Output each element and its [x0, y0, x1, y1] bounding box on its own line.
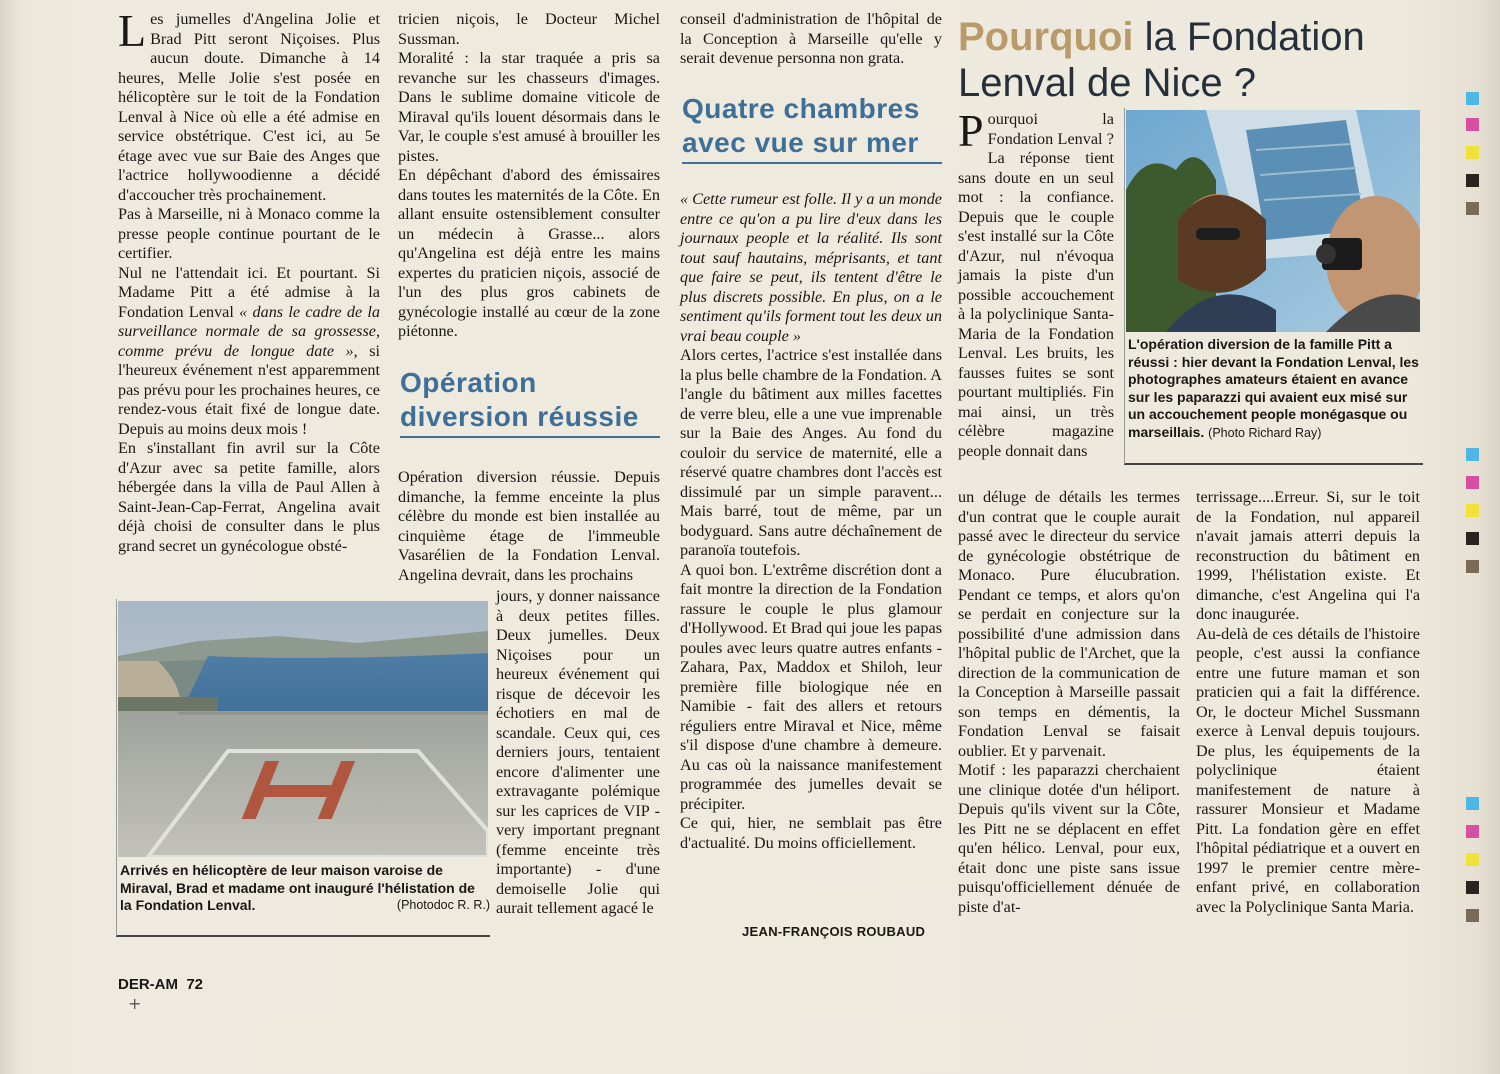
- caption-1-credit: (Photodoc R. R.): [396, 898, 490, 912]
- headline-keyword: Pourquoi: [958, 15, 1134, 59]
- subhead-2-line-1: Quatre chambres: [682, 93, 920, 124]
- article-column-2c: [496, 587, 660, 919]
- column-2c-paragraph-1: jours, y donner naissance à deux petites filles. Deux jumelles. Deux Niçoises pour un heureux événement qui risque de décevoir les échotiers en mal de scandale. Ceux qui, ces derniers jours, tentaient encore d'alimenter une extravagante polémique sur les caprices de VIP - very important pregnant (femme enceinte très importante) - d'une demoiselle Jolie qui aurait tellement agacé le: [496, 587, 660, 917]
- witness-quote: « Cette rumeur est folle. Il y a un monde entre ce qu'on a pu lire d'eux dans les journaux people et la réalité. Ils sont tout sauf hautains, méprisants, et tant que faire se peut, ils tentent d'être le plus discrets possible. En plus, on a le sentiment qu'ils forment tout les deux un vrai beau couple »: [680, 190, 942, 345]
- column-2-paragraph-1: tricien niçois, le Docteur Michel Sussman.: [398, 10, 660, 48]
- article-column-3b: [680, 190, 942, 853]
- column-5-paragraph-1: terrissage....Erreur. Si, sur le toit de la Fondation, nul appareil n'avait jamais atterri depuis la reconstruction du bâtiment en 1999, l'hélistation existe. Et dimanche, c'est Angelina qui l'a donc inaugurée.: [1196, 488, 1420, 623]
- column-2-paragraph-2: Moralité : la star traquée a pris sa revanche sur les chasseurs d'images. Dans le sublime domaine viticole de Miraval qu'ils louent désormais dans le Var, le couple s'est amusé à brouiller les pistes.: [398, 49, 660, 165]
- headline-line-2: Lenval de Nice ?: [958, 61, 1256, 105]
- column-1-paragraph-4: En s'installant fin avril sur la Côte d'Azur avec sa petite famille, alors hébergée dans la villa de Paul Allen à Saint-Jean-Cap-Ferrat, Angelina avait déjà choisi de consulter dans le plus grand secret un gynécologue obsté-: [118, 439, 380, 555]
- column-1-paragraph-3b: , si l'heureux événement n'est apparemment pas prévu pour les prochaines heures, ce rendez-vous était fixé de longue date. Depuis au moins deux mois !: [118, 341, 380, 438]
- article-column-3: [680, 10, 942, 69]
- column-3b-paragraph-2: Alors certes, l'actrice s'est installée dans la plus belle chambre de la Fondation. A l'angle du bâtiment aux milles facettes de verre bleu, elle a une vue imprenable sur la Baie des Anges. Au fond du couloir du service de maternité, elle a réservé quatre chambres dont l'accès est dissimulé par un simple paravent... Mais barré, tout de même, par un bodyguard. Sans autre déchaînement de paranoïa toutefois.: [680, 346, 942, 559]
- subhead-1-rule: [400, 436, 660, 438]
- subhead-2-line-2: avec vue sur mer: [682, 127, 919, 158]
- subhead-operation-diversion: [400, 366, 660, 438]
- column-2-paragraph-3: En dépêchant d'abord des émissaires dans toutes les maternités de la Côte. En allant ensuite ostensiblement consulter un médecin à Grasse... alors qu'Angelina est déjà entre les mains expertes du praticien niçois, associé de l'un des plus gros cabinets de gynécologie installé au cœur de la zone piétonne.: [398, 166, 660, 340]
- article-column-2: [398, 10, 660, 342]
- photographers-photo-frame: [1124, 108, 1423, 465]
- subhead-quatre-chambres: [682, 92, 942, 164]
- article-column-4a: [958, 105, 1114, 461]
- registration-mark: +: [128, 994, 142, 1013]
- column-5-paragraph-2: Au-delà de ces détails de l'histoire people, c'est aussi la confiance entre une future maman et son praticien qui a fait la différence. Or, le docteur Michel Sussmann exerce à Lenval depuis toujours. De plus, les équipements de la polyclinique étaient manifestement de nature à rassurer Monsieur et Madame Pitt. La fondation gère en effet l'hôpital pédiatrique et a ouvert en 1997 le premier centre mère-enfant privé, en collaboration avec la Polyclinique Santa Maria.: [1196, 624, 1420, 916]
- headline-line-1: la Fondation: [1133, 15, 1365, 59]
- article-column-1: [118, 5, 381, 556]
- article-column-4b: [958, 488, 1180, 917]
- author-signature: JEAN-FRANÇOIS ROUBAUD: [742, 924, 926, 939]
- page-number: 72: [186, 976, 204, 993]
- article-headline: [958, 14, 1478, 106]
- subhead-1-line-2: diversion réussie: [400, 401, 639, 432]
- column-1-paragraph-1: es jumelles d'Angelina Jolie et Brad Pitt seront Niçoises. Plus aucun doute. Dimanche à 14 heures, Melle Jolie s'est posée en hélicoptère sur le toit de la Fondation Lenval à Nice où elle a été admise en service obstétrique. C'est ici, au 5e étage avec vue sur Baie des Anges que l'actrice hollywoodienne a décidé d'accoucher très prochainement.: [118, 10, 380, 204]
- column-1-paragraph-2: Pas à Marseille, ni à Monaco comme la presse people continue pourtant de le certifier.: [118, 205, 380, 262]
- column-4-paragraph-1: ourquoi la Fondation Lenval ? La réponse tient sans doute en un seul mot : la confiance. Depuis que le couple s'est installé sur la Côte d'Azur, nul n'évoqua jamais la piste d'un possible accouchement à la polyclinique Santa-Maria de la Fondation Lenval. Les bruits, les fausses fuites se sont pourtant multipliés. Fin mai ainsi, un très célèbre magazine people donnait dans: [958, 110, 1114, 460]
- helipad-photo-frame: [116, 599, 490, 937]
- caption-1-text: Arrivés en hélicoptère de leur maison varoise de Miraval, Brad et madame ont inauguré l'hélistation de la Fondation Lenval.: [120, 862, 475, 913]
- caption-2-text: L'opération diversion de la famille Pitt a réussi : hier devant la Fondation Lenval, les photographes amateurs étaient en avance sur les paparazzi qui avaient eux misé sur un accouchement people monégasque ou marseillais.: [1128, 336, 1419, 440]
- article-column-5: [1196, 488, 1420, 917]
- caption-2-credit: (Photo Richard Ray): [1208, 425, 1322, 440]
- drop-cap-p: P: [958, 105, 984, 156]
- article-column-2b: [398, 468, 660, 585]
- subhead-1-line-1: Opération: [400, 367, 537, 398]
- subhead-2-rule: [682, 162, 942, 164]
- section-label: DER-AM: [118, 976, 178, 993]
- column-3b-paragraph-4: Ce qui, hier, ne semblait pas être d'actualité. Du moins officiellement.: [680, 814, 942, 852]
- column-3-paragraph-1: conseil d'administration de l'hôpital de la Conception à Marseille qu'elle y serait devenue personna non grata.: [680, 10, 942, 67]
- column-1-quote: « dans le cadre de la surveillance normale de sa grossesse, comme prévu de longue date »: [118, 302, 381, 360]
- column-4-paragraph-1b: un déluge de détails les termes d'un contrat que le couple aurait passé avec le directeur du service de gynécologie obstétrique de Monaco. Pure élucubration. Pendant ce temps, et alors qu'on se perdait en conjecture sur la possibilité d'une admission dans l'hôpital public de l'Archet, que la direction de la communication de la Conception à Marseille passait son temps en démentis, la Fondation Lenval se faisait oublier. Et y parvenait.: [958, 488, 1180, 760]
- column-1-paragraph-3a: Nul ne l'attendait ici. Et pourtant. Si Madame Pitt a été admise à la Fondation Lenval: [118, 263, 380, 321]
- column-3b-paragraph-3: A quoi bon. L'extrême discrétion dont a fait montre la direction de la Fondation rassure le couple le plus glamour d'Hollywood. Et Brad qui joue les papas poules avec leurs quatre autres enfants - Zahara, Pax, Maddox et Shiloh, leur première fille biologique née en Namibie - fait des allers et retours réguliers entre Miraval et Nice, même s'il dispose d'une chambre à demeure. Au cas où la naissance manifestement programmée des jumelles devait se précipiter.: [680, 560, 942, 813]
- column-4-paragraph-2: Motif : les paparazzi cherchaient une clinique dotée d'un héliport. Depuis qu'ils vivent sur la Côte, les Pitt ne se déplacent en effet qu'en hélico. Lenval, pour eux, était donc une piste sans issue puisqu'officiellement dénuée de piste d'at-: [958, 761, 1180, 916]
- column-2b-paragraph-1: Opération diversion réussie. Depuis dimanche, la femme enceinte la plus célèbre du monde est bien installée au cinquième étage de l'immeuble Vasarélien de la Fondation Lenval. Angelina devrait, dans les prochains: [398, 468, 660, 584]
- page-folio: [118, 976, 203, 993]
- drop-cap: L: [118, 5, 147, 56]
